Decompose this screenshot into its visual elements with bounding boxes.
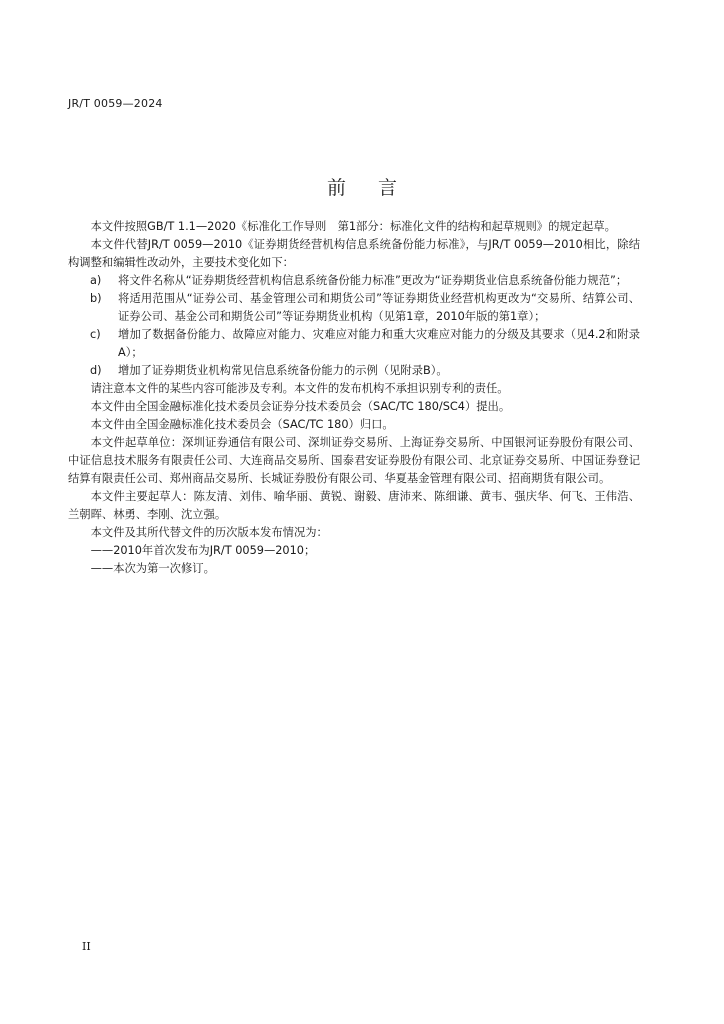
paragraph-history-revision: ——本次为第一次修订。 bbox=[90, 562, 215, 575]
paragraph-patent-notice: 请注意本文件的某些内容可能涉及专利。本文件的发布机构不承担识别专利的责任。 bbox=[90, 382, 509, 395]
paragraph-managed-by: 本文件由全国金融标准化技术委员会（SAC/TC 180）归口。 bbox=[90, 418, 394, 431]
list-item-change-a bbox=[68, 272, 640, 290]
page-number: II bbox=[82, 940, 91, 953]
paragraph-proposed-by: 本文件由全国金融标准化技术委员会证券分技术委员会（SAC/TC 180/SC4）提出。 bbox=[90, 400, 511, 413]
paragraph-version-history: 本文件及其所代替文件的历次版本发布情况为： bbox=[90, 526, 328, 539]
paragraph-drafting-units: 本文件起草单位：深圳证券通信有限公司、深圳证券交易所、上海证券交易所、中国银河证券股份有限公司、中证信息技术服务有限责任公司、大连商品交易所、国泰君安证券股份有限公司、北京证券交易所、中国证券登记结算有限责任公司、郑州商品交易所、长城证券股份有限公司、华夏基金管理有限公司、招商期货有限公司。 bbox=[68, 436, 640, 485]
list-marker: d) bbox=[90, 364, 102, 377]
list-marker: b) bbox=[90, 292, 102, 305]
list-text: 增加了证券期货业机构常见信息系统备份能力的示例（见附录B）。 bbox=[118, 364, 448, 377]
list-marker: c) bbox=[90, 328, 101, 341]
document-code: JR/T 0059—2024 bbox=[68, 97, 163, 110]
list-text: 增加了数据备份能力、故障应对能力、灾难应对能力和重大灾难应对能力的分级及其要求（见4.2和附录A）； bbox=[118, 328, 640, 359]
paragraph-replacement: 本文件代替JR/T 0059—2010《证券期货经营机构信息系统备份能力标准》，与JR/T 0059—2010相比，除结构调整和编辑性改动外，主要技术变化如下： bbox=[68, 238, 640, 269]
list-text: 将文件名称从“证券期货经营机构信息系统备份能力标准”更改为“证券期货业信息系统备份能力规范”； bbox=[118, 274, 628, 287]
list-item-change-b bbox=[68, 290, 640, 326]
list-text: 将适用范围从“证券公司、基金管理公司和期货公司”等证券期货业经营机构更改为“交易所、结算公司、证券公司、基金公司和期货公司”等证券期货业机构（见第1章，2010年版的第1章）； bbox=[118, 292, 640, 323]
paragraph-drafters: 本文件主要起草人：陈友清、刘伟、喻华丽、黄锐、谢毅、唐沛来、陈细谦、黄韦、强庆华、何飞、王伟浩、兰朝晖、林勇、李刚、沈立强。 bbox=[68, 490, 640, 521]
foreword-content bbox=[68, 218, 640, 578]
paragraph-history-2010: ——2010年首次发布为JR/T 0059—2010； bbox=[90, 544, 316, 557]
list-marker: a) bbox=[90, 274, 102, 287]
list-item-change-d bbox=[68, 362, 640, 380]
paragraph-drafting-rules: 本文件按照GB/T 1.1—2020《标准化工作导则 第1部分：标准化文件的结构和起草规则》的规定起草。 bbox=[90, 220, 616, 233]
page-title: 前言 bbox=[326, 176, 429, 199]
list-item-change-c bbox=[68, 326, 640, 362]
